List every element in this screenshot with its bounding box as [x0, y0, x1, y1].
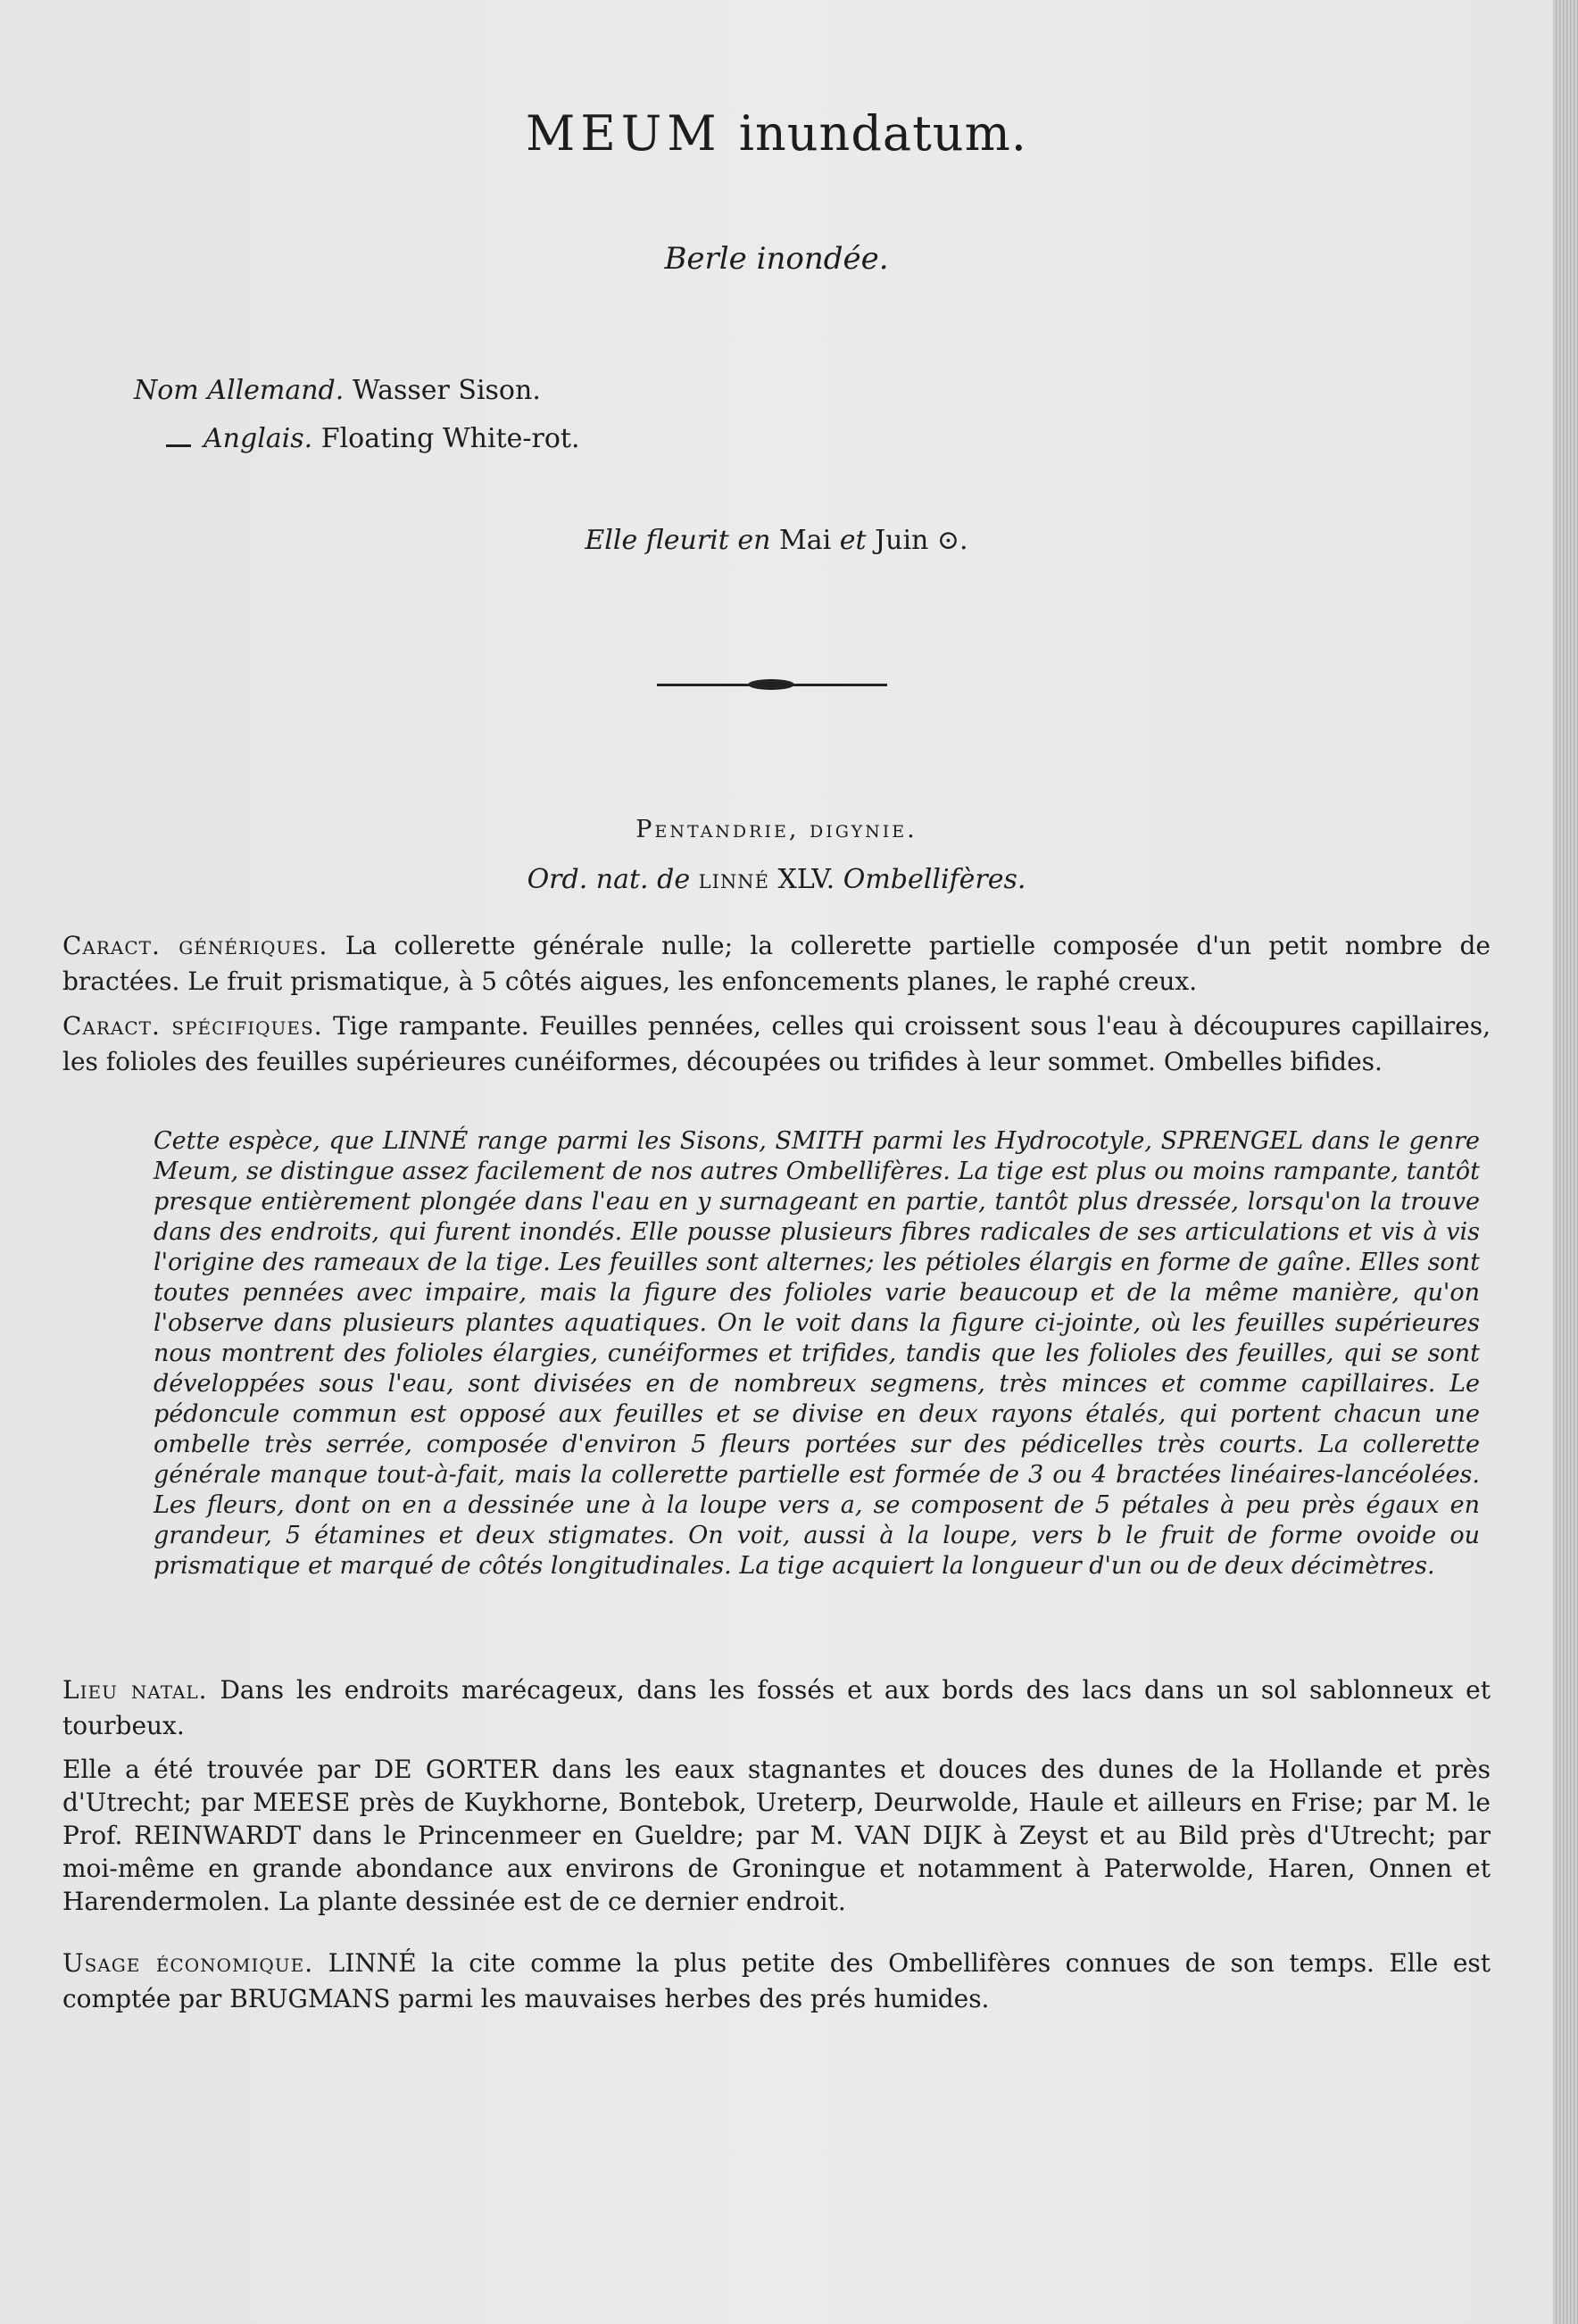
ord-author: linné: [698, 864, 769, 895]
specific-text: Tige rampante. Feuilles pennées, celles qui croissent sous l'eau à découpures capillaires, les folioles des feuilles supérieures cunéiformes, découpées ou trifides à leur sommet. Ombelles bifides.: [62, 1011, 1491, 1076]
classification-heading: Pentandrie, digynie.: [635, 816, 918, 843]
generic-characters: [62, 928, 1491, 1000]
english-name-line: [166, 423, 580, 454]
divider-ornament: [748, 679, 794, 690]
ord-family: Ombellifères.: [843, 864, 1026, 895]
habitat-paragraph: [62, 1672, 1491, 1744]
localities-paragraph: Elle a été trouvée par DE GORTER dans les eaux stagnantes et douces des dunes de la Hollande et près d'Utrecht; par MEESE près de Kuykhorne, Bontebok, Ureterp, Deurwolde, Haule et ailleurs en Frise; par M. le Prof. REINWARDT dans le Princenmeer en Gueldre; par M. VAN DIJK à Zeyst et au Bild près d'Utrecht; par moi-même en grande abondance aux environs de Groningue et notamment à Paterwolde, Haren, Onnen et Harendermolen. La plante dessinée est de ce dernier endroit.: [62, 1755, 1491, 1916]
habitat-text: Dans les endroits marécageux, dans les fossés et aux bords des lacs dans un sol sablonneux et tourbeux.: [62, 1675, 1491, 1740]
flowering-prefix: Elle fleurit en: [585, 525, 771, 556]
ord-number: XLV.: [777, 864, 835, 895]
english-value: Floating White-rot.: [320, 423, 580, 454]
flowering-line: [0, 525, 1553, 556]
usage-label: Usage économique.: [62, 1948, 314, 1978]
german-name-line: [134, 375, 541, 406]
generic-text: La collerette générale nulle; la collerette partielle composée d'un petit nombre de bractées. Le fruit prismatique, à 5 côtés aigues, les enfoncements planes, le raphé creux.: [62, 931, 1491, 996]
annual-symbol-icon: ⊙.: [936, 525, 968, 556]
page-title: [0, 105, 1553, 162]
natural-order-line: [0, 864, 1553, 895]
german-value: Wasser Sison.: [352, 375, 541, 406]
usage-paragraph: [62, 1946, 1491, 2017]
habitat-label: Lieu natal.: [62, 1675, 208, 1705]
specific-label: Caract. spécifiques.: [62, 1011, 323, 1041]
observation-paragraph: Cette espèce, que LINNÉ range parmi les Sisons, SMITH parmi les Hydrocotyle, SPRENGEL dans le genre Meum, se distingue assez facilement de nos autres Ombellifères. La tige est plus ou moins rampante, tantôt presque entièrement plongée dans l'eau en y surnageant en partie, tantôt plus dressée, lorsqu'on la trouve dans des endroits, qui furent inondés. Elle pousse plusieurs fibres radicales de ses articulations et vis à vis l'origine des rameaux de la tige. Les feuilles sont alternes; les pétioles élargis en forme de gaîne. Elles sont toutes pennées avec impaire, mais la figure des folioles varie beaucoup et de la même manière, qu'on l'observe dans plusieurs plantes aquatiques. On le voit dans la figure ci-jointe, où les feuilles supérieures nous montrent des folioles élargies, cunéiformes et trifides, tandis que les folioles des feuilles, qui se sont développées sous l'eau, sont divisées en de nombreux segmens, très minces et comme capillaires. Le pédoncule commun est opposé aux feuilles et se divise en deux rayons étalés, qui portent chacun une ombelle très serrée, composée d'environ 5 fleurs portées sur des pédicelles très courts. La collerette générale manque tout-à-fait, mais la collerette partielle est formée de 3 ou 4 bractées linéaires-lancéolées. Les fleurs, dont on en a dessinée une à la loupe vers a, se composent de 5 pétales à peu près égaux en grandeur, 5 étamines et deux stigmates. On voit, aussi à la loupe, vers b le fruit de forme ovoide ou prismatique et marqué de côtés longitudinales. La tige acquiert la longueur d'un ou de deux décimètres.: [154, 1127, 1480, 1580]
generic-label: Caract. génériques.: [62, 931, 328, 960]
flowering-conj: et: [839, 525, 867, 556]
specific-characters: [62, 1008, 1491, 1080]
english-label: Anglais.: [203, 423, 313, 454]
title-genus: MEUM: [526, 105, 722, 162]
title-species: inundatum.: [738, 105, 1027, 162]
flowering-month2: Juin: [875, 525, 929, 556]
usage-text: LINNÉ la cite comme la plus petite des Ombellifères connues de son temps. Elle est comptée par BRUGMANS parmi les mauvaises herbes des prés humides.: [62, 1948, 1491, 2013]
ord-prefix: Ord. nat. de: [527, 864, 691, 895]
flowering-month1: Mai: [779, 525, 832, 556]
german-label: Nom Allemand.: [134, 375, 345, 406]
page-edge: [1553, 0, 1578, 2324]
french-name: Berle inondée.: [664, 241, 889, 277]
